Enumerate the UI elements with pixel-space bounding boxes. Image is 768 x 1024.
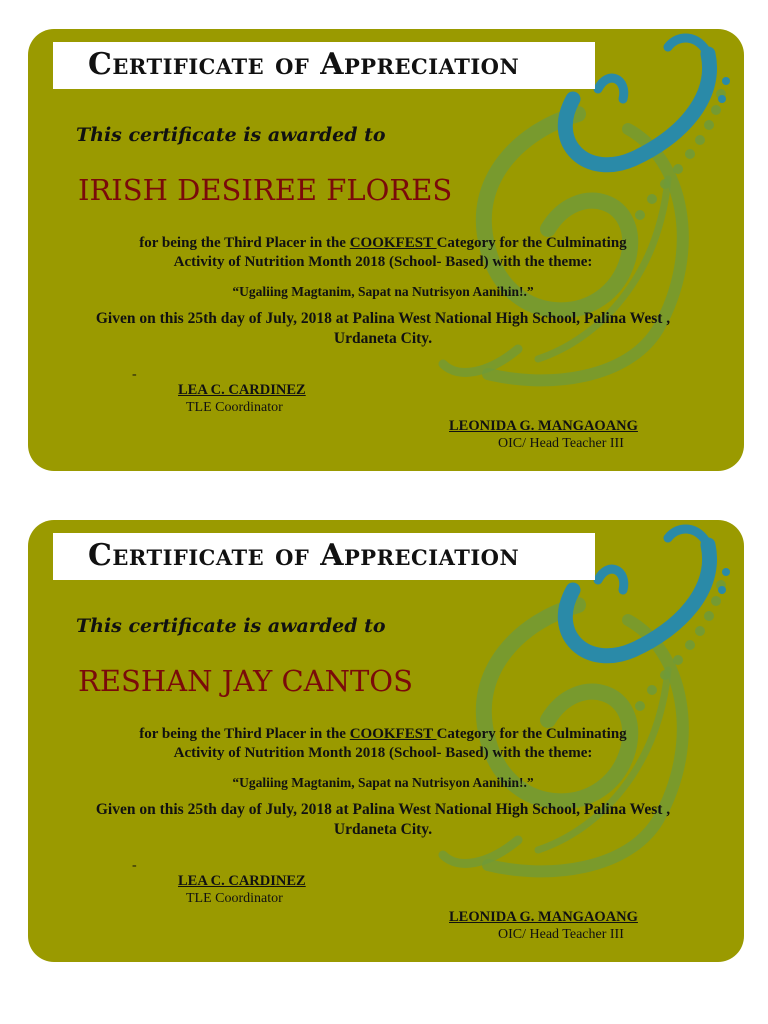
certificate-card	[28, 29, 744, 471]
signatory1-title: TLE Coordinator	[186, 400, 283, 415]
awarded-line: This certificate is awarded to	[76, 124, 386, 146]
signatory1-name: LEA C. CARDINEZ	[178, 382, 306, 398]
signatory1-title: TLE Coordinator	[186, 891, 283, 906]
signature-mark: -	[132, 367, 137, 382]
description-line1-end: Category for the Culminating	[436, 726, 627, 742]
given-text: Given on this 25th day of July, 2018 at Palina West National High School, Palina West , Urdaneta City.	[95, 801, 671, 838]
description-line2: Activity of Nutrition Month 2018 (School- Based) with the theme:	[173, 745, 593, 761]
theme-text: “Ugaliing Magtanim, Sapat na Nutrisyon Aanihin!.”	[232, 284, 534, 299]
signature-mark: -	[132, 858, 137, 873]
certificate-card	[28, 520, 744, 962]
certificate-title: Certificate of Appreciation	[88, 538, 520, 573]
award-description	[68, 725, 698, 763]
theme-text: “Ugaliing Magtanim, Sapat na Nutrisyon Aanihin!.”	[232, 775, 534, 790]
category-name: COOKFEST	[349, 726, 437, 742]
award-description	[68, 234, 698, 272]
category-name: COOKFEST	[349, 235, 437, 251]
awarded-line: This certificate is awarded to	[76, 615, 386, 637]
recipient-name: RESHAN JAY CANTOS	[78, 664, 413, 698]
signatory2-name: LEONIDA G. MANGAOANG	[449, 418, 638, 434]
signatory2-name: LEONIDA G. MANGAOANG	[449, 909, 638, 925]
signatory2-title: OIC/ Head Teacher III	[498, 436, 624, 451]
certificate-title: Certificate of Appreciation	[88, 47, 520, 82]
signatory1-name: LEA C. CARDINEZ	[178, 873, 306, 889]
description-line1-start: for being the Third Placer in the	[139, 726, 350, 742]
description-line2: Activity of Nutrition Month 2018 (School- Based) with the theme:	[173, 254, 593, 270]
description-line1-start: for being the Third Placer in the	[139, 235, 350, 251]
given-text: Given on this 25th day of July, 2018 at Palina West National High School, Palina West , Urdaneta City.	[95, 310, 671, 347]
description-line1-end: Category for the Culminating	[436, 235, 627, 251]
recipient-name: IRISH DESIREE FLORES	[78, 173, 453, 207]
signatory2-title: OIC/ Head Teacher III	[498, 927, 624, 942]
